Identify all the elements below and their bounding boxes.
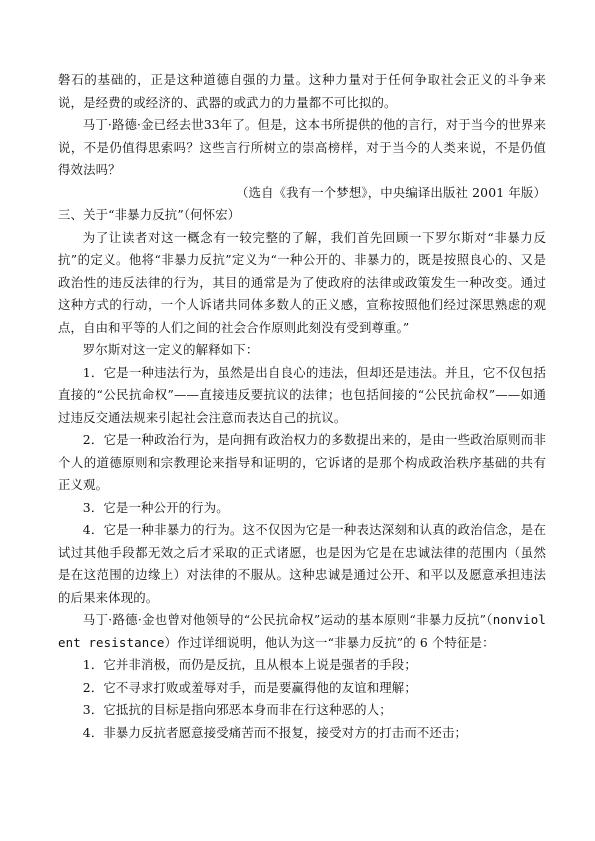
list-item-rawls-2: 2．它是一种政治行为，是向拥有政治权力的多数提出来的，是由一些政治原则而非个人的道德原则和宗教理论来指导和证明的，它诉诸的是那个构成政治秩序基础的共有正义观。 xyxy=(58,432,546,492)
king-principles-lead: 马丁·路德·金也曾对他领导的“公民抗命权”运动的基本原则“非暴力反抗” xyxy=(82,612,487,627)
english-term: （nonviolent resistance） xyxy=(58,612,547,650)
list-item-king-4: 4．非暴力反抗者愿意接受痛苦而不报复，接受对方的打击而不还击； xyxy=(82,724,468,740)
paragraph-rawls-explanation-intro: 罗尔斯对这一定义的解释如下： xyxy=(82,342,259,357)
list-item-rawls-3: 3．它是一种公开的行为。 xyxy=(82,499,229,515)
paragraph-rawls-definition: 为了让读者对这一概念有一较完整的了解，我们首先回顾一下罗尔斯对“非暴力反抗”的定义。他将“非暴力反抗”定义为“一种公开的、非暴力的，既是按照良心的、又是政治性的违反法律的行为，其目的通常是为了使政府的法律或政策发生一种改变。通过这种方式的行动，一个人诉诸共同体多数人的正义感，宣称按照他们经过深思熟虑的观点，自由和平等的人们之间的社会合作原则此刻没有受到尊重。” xyxy=(58,229,546,335)
king-principles-tail: 作过详细说明，他认为这一“非暴力反抗”的 6 个特征是： xyxy=(177,634,495,650)
body-text xyxy=(58,69,546,744)
paragraph-king-legacy: 马丁·路德·金已经去世33年了。但是，这本书所提供的他的言行，对于当今的世界来说，不是仍值得思索吗？这些言行所树立的崇高榜样，对于当今的人类来说，不是仍值得效法吗？ xyxy=(58,117,546,177)
list-item-king-1: 1．它并非消极，而仍是反抗，且从根本上说是强者的手段； xyxy=(82,657,417,672)
paragraph-king-principles xyxy=(58,609,546,654)
source-citation: （选自《我有一个梦想》，中央编译出版社 2001 年版） xyxy=(235,184,546,200)
list-item-king-3: 3．它抵抗的目标是指向邪恶本身而非在行这种恶的人； xyxy=(82,702,392,717)
paragraph-moral-strength: 磐石的基础的，正是这种道德自强的力量。这种力量对于任何争取社会正义的斗争来说，是经费的或经济的、武器的或武力的力量都不可比拟的。 xyxy=(58,72,546,110)
list-item-rawls-1: 1．它是一种违法行为，虽然是出自良心的违法，但却还是违法。并且，它不仅包括直接的“公民抗命权”——直接违反要抗议的法律；也包括间接的“公民抗命权”——如通过违反交通法规来引起社会注意而表达自己的抗议。 xyxy=(58,364,546,425)
section-heading: 三、关于“非暴力反抗”（何怀宏） xyxy=(58,207,241,222)
list-item-king-2: 2．它不寻求打败或羞辱对手，而是要赢得他的友谊和理解； xyxy=(82,679,417,695)
list-item-rawls-4: 4．它是一种非暴力的行为。这不仅因为它是一种表达深刻和认真的政治信念，是在试过其他手段都无效之后才采取的正式诸愿，也是因为它是在忠诚法律的范围内（虽然是在这范围的边缘上）对法律的不服从。这种忠诚是通过公开、和平以及愿意承担违法的后果来体现的。 xyxy=(58,522,546,605)
